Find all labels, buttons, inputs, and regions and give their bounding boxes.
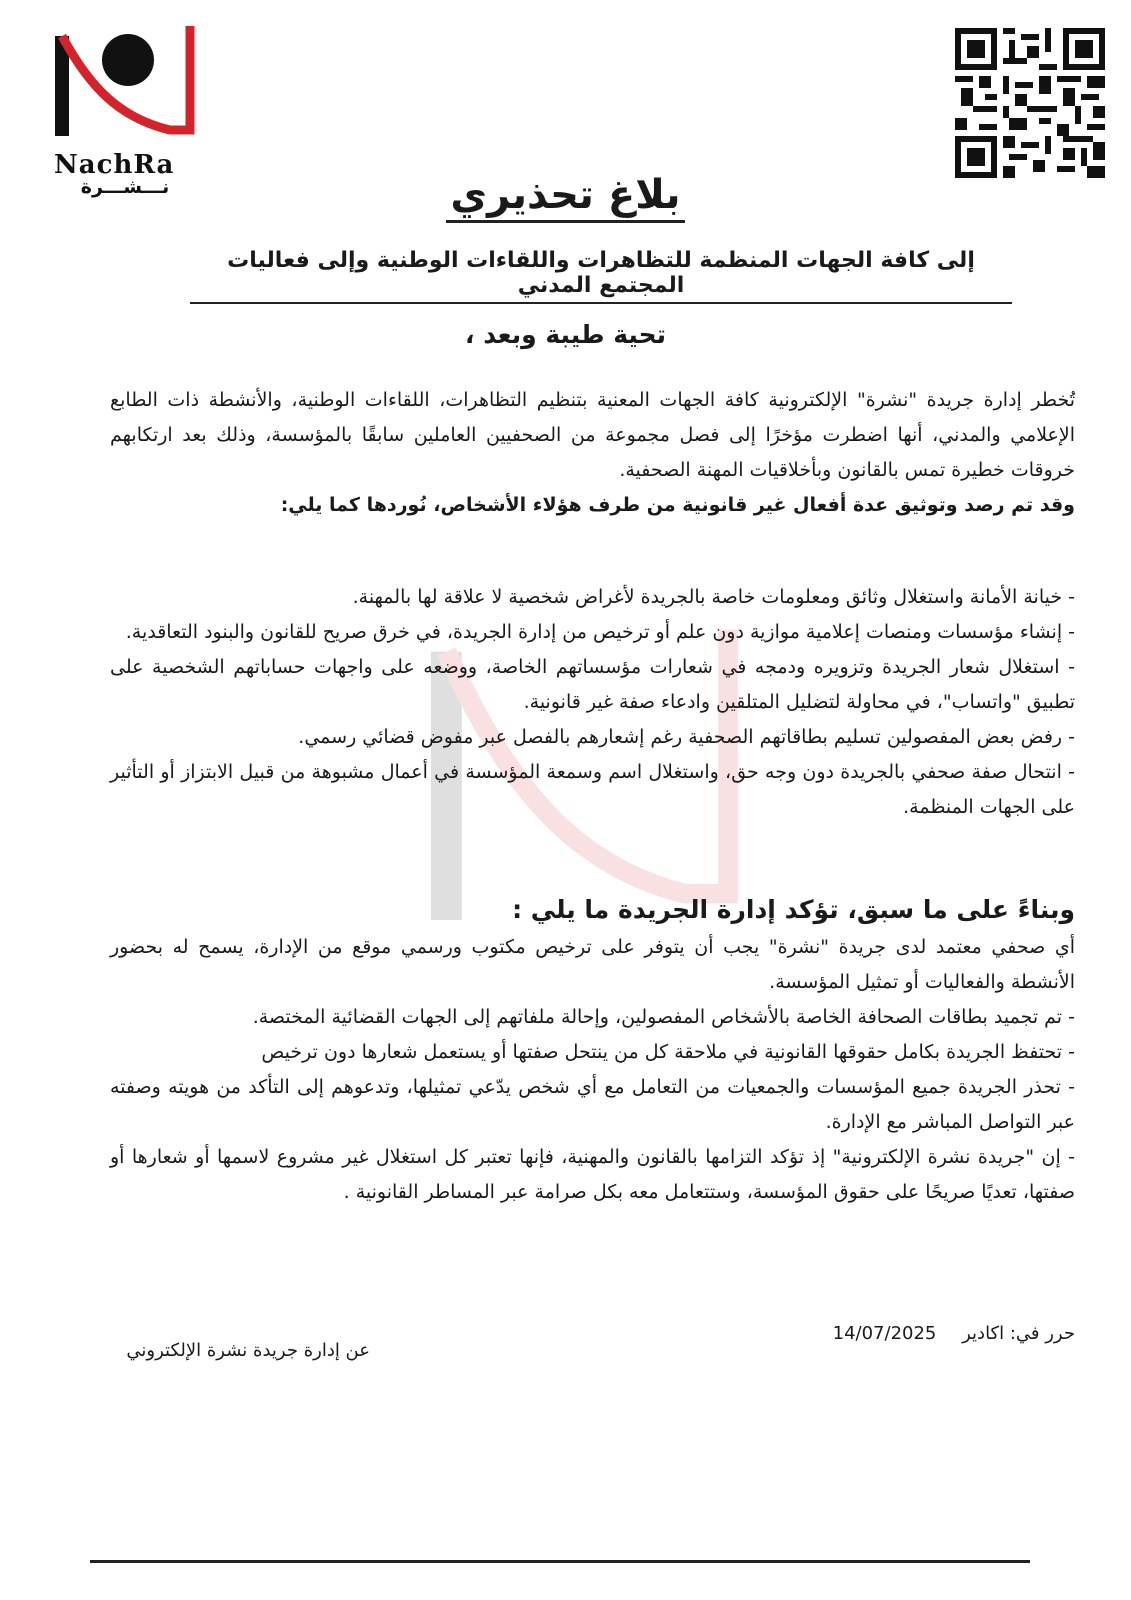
document-subtitle: إلى كافة الجهات المنظمة للتظاهرات واللقاءات الوطنية وإلى فعاليات المجتمع المدني <box>190 248 1012 304</box>
intro-section <box>110 383 1075 523</box>
bottom-divider <box>90 1560 1030 1563</box>
decisions-intro: أي صحفي معتمد لدى جريدة "نشرة" يجب أن يتوفر على ترخيص مكتوب ورسمي موقع من الإدارة، يسمح له بحضور الأنشطة والفعاليات أو تمثيل المؤسسة. <box>110 936 1075 993</box>
signature-line: عن إدارة جريدة نشرة الإلكتروني <box>126 1340 370 1361</box>
issue-date: 14/07/2025 <box>832 1323 937 1344</box>
intro-paragraph: تُخطر إدارة جريدة "نشرة" الإلكترونية كافة الجهات المعنية بتنظيم التظاهرات، اللقاءات الوطنية، والأنشطة ذات الطابع الإعلامي والمدني، أنها اضطرت مؤخرًا إلى فصل مجموعة من الصحفيين العاملين سابقًا بالمؤسسة، وذلك بعد ارتكابهم خروقات خطيرة تمس بالقانون وبأخلاقيات المهنة الصحفية. <box>110 389 1075 481</box>
logo-wordmark-arabic: نـــشـــرة <box>80 176 170 198</box>
violations-list <box>110 580 1075 825</box>
list-item: - تحذر الجريدة جميع المؤسسات والجمعيات من التعامل مع أي شخص يدّعي تمثيلها، وتدعوهم إلى التأكد من هويته وصفته عبر التواصل المباشر مع الإدارة. <box>110 1076 1075 1133</box>
list-item: - تم تجميد بطاقات الصحافة الخاصة بالأشخاص المفصولين، وإحالة ملفاتهم إلى الجهات القضائية المختصة. <box>252 1006 1075 1028</box>
list-item: - إن "جريدة نشرة الإلكترونية" إذ تؤكد التزامها بالقانون والمهنية، فإنها تعتبر كل استغلال غير مشروع لاسمها أو شعارها أو صفتها، تعديًا صريحًا على حقوق المؤسسة، وستتعامل معه بكل صرامة عبر المساطر القانونية . <box>110 1146 1075 1203</box>
list-item: - خيانة الأمانة واستغلال وثائق ومعلومات خاصة بالجريدة لأغراض شخصية لا علاقة لها بالمهنة. <box>352 586 1075 608</box>
issue-place-date <box>660 1323 1075 1344</box>
logo-wordmark-latin: NachRa <box>54 150 175 180</box>
list-item: - إنشاء مؤسسات ومنصات إعلامية موازية دون علم أو ترخيص من إدارة الجريدة، في خرق صريح للقانون والبنود التعاقدية. <box>125 621 1075 643</box>
qr-code-icon <box>955 28 1105 178</box>
document-title: بلاغ تحذيري <box>0 172 1131 223</box>
intro-bold-paragraph: وقد تم رصد وتوثيق عدة أفعال غير قانونية من طرف هؤلاء الأشخاص، نُوردها كما يلي: <box>280 494 1075 516</box>
greeting: تحية طيبة وبعد ، <box>465 320 666 349</box>
decisions-heading: وبناءً على ما سبق، تؤكد إدارة الجريدة ما يلي : <box>512 895 1075 924</box>
issue-place: حرر في: اكادير <box>962 1323 1075 1344</box>
list-item: - انتحال صفة صحفي بالجريدة دون وجه حق، واستغلال اسم وسمعة المؤسسة في أعمال مشبوهة من قبيل الابتزاز أو التأثير على الجهات المنظمة. <box>110 761 1075 818</box>
list-item: - رفض بعض المفصولين تسليم بطاقاتهم الصحفية رغم إشعارهم بالفصل عبر مفوض قضائي رسمي. <box>298 726 1075 748</box>
list-item: - تحتفظ الجريدة بكامل حقوقها القانونية في ملاحقة كل من ينتحل صفتها أو يستعمل شعارها دون ترخيص <box>261 1041 1075 1063</box>
decisions-section <box>110 890 1075 1210</box>
list-item: - استغلال شعار الجريدة وتزويره ودمجه في شعارات مؤسساتهم الخاصة، ووضعه على واجهات حساباتهم الشخصية على تطبيق "واتساب"، في محاولة لتضليل المتلقين وادعاء صفة غير قانونية. <box>110 656 1075 713</box>
